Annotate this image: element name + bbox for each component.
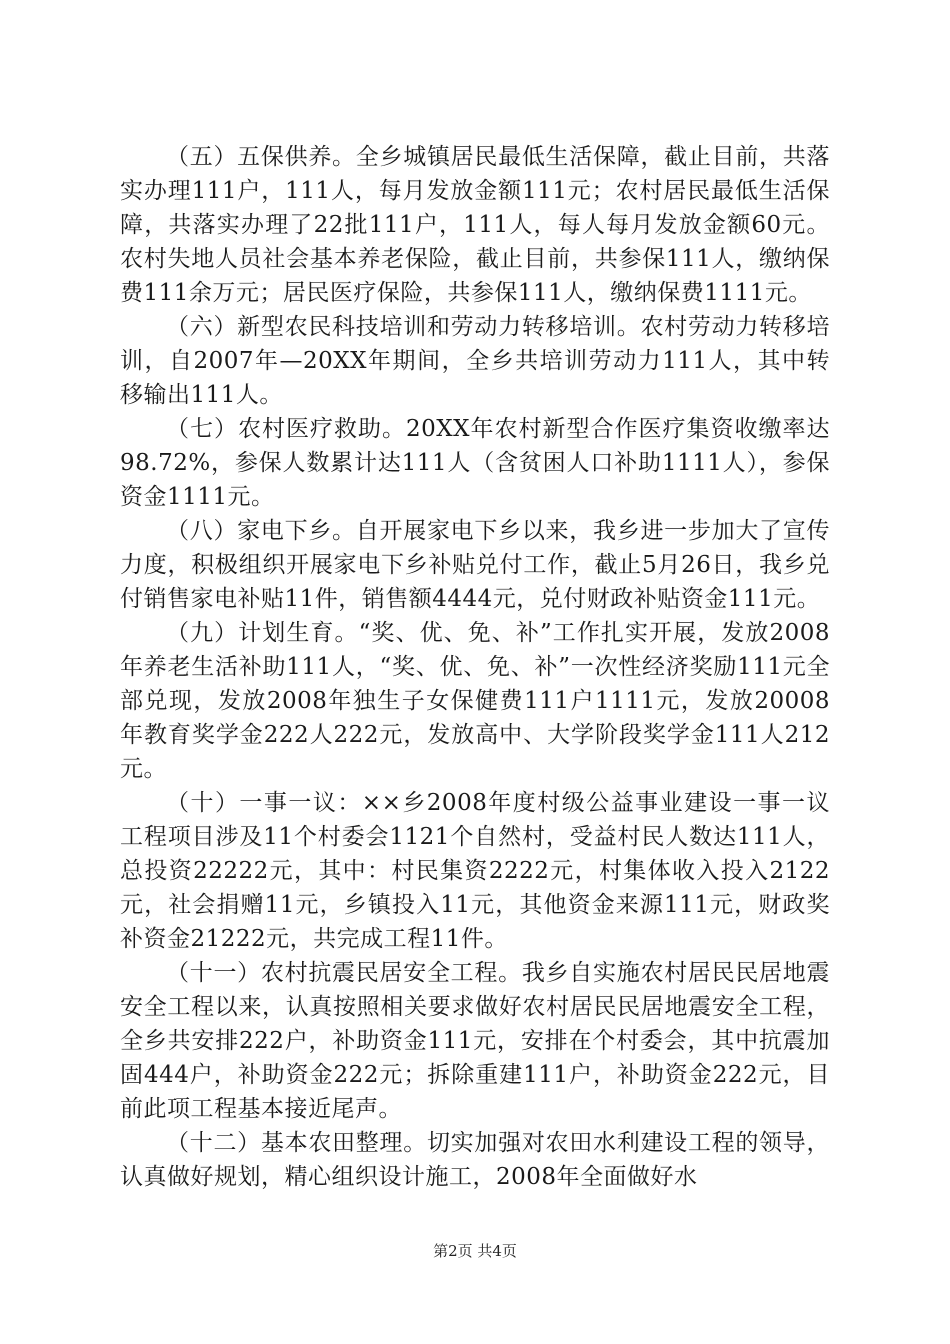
paragraph-8: （八）家电下乡。自开展家电下乡以来，我乡进一步加大了宣传力度，积极组织开展家电下乡补贴兑付工作，截止5月26日，我乡兑付销售家电补贴11件，销售额4444元，兑付财政补贴资金111元。 [120, 518, 830, 612]
paragraph-10: （十）一事一议：××乡2008年度村级公益事业建设一事一议工程项目涉及11个村委会1121个自然村，受益村民人数达111人，总投资22222元，其中：村民集资2222元，村集体收入投入2122元，社会捐赠11元，乡镇投入11元，其他资金来源111元，财政奖补资金21222元，共完成工程11件。 [120, 790, 830, 952]
document-body [120, 140, 830, 1194]
paragraph-7: （七）农村医疗救助。20XX年农村新型合作医疗集资收缴率达98.72%，参保人数累计达111人（含贫困人口补助1111人），参保资金1111元。 [120, 416, 830, 510]
paragraph-11: （十一）农村抗震民居安全工程。我乡自实施农村居民民居地震安全工程以来，认真按照相关要求做好农村居民民居地震安全工程，全乡共安排222户，补助资金111元，安排在个村委会，其中抗震加固444户，补助资金222元；拆除重建111户，补助资金222元，目前此项工程基本接近尾声。 [120, 960, 830, 1122]
paragraph-9: （九）计划生育。“奖、优、免、补”工作扎实开展，发放2008年养老生活补助111人，“奖、优、免、补”一次性经济奖励111元全部兑现，发放2008年独生子女保健费111户1111元，发放20008年教育奖学金222人222元，发放高中、大学阶段奖学金111人212元。 [120, 620, 830, 782]
paragraph-5: （五）五保供养。全乡城镇居民最低生活保障，截止目前，共落实办理111户，111人，每月发放金额111元；农村居民最低生活保障，共落实办理了22批111户，111人，每人每月发放金额60元。农村失地人员社会基本养老保险，截止目前，共参保111人，缴纳保费111余万元；居民医疗保险，共参保111人，缴纳保费1111元。 [120, 144, 830, 306]
page-footer: 第2页 共4页 [433, 1242, 517, 1260]
paragraph-6: （六）新型农民科技培训和劳动力转移培训。农村劳动力转移培训，自2007年—20XX年期间，全乡共培训劳动力111人，其中转移输出111人。 [120, 314, 830, 408]
paragraph-12: （十二）基本农田整理。切实加强对农田水利建设工程的领导，认真做好规划，精心组织设计施工，2008年全面做好水 [120, 1130, 830, 1190]
